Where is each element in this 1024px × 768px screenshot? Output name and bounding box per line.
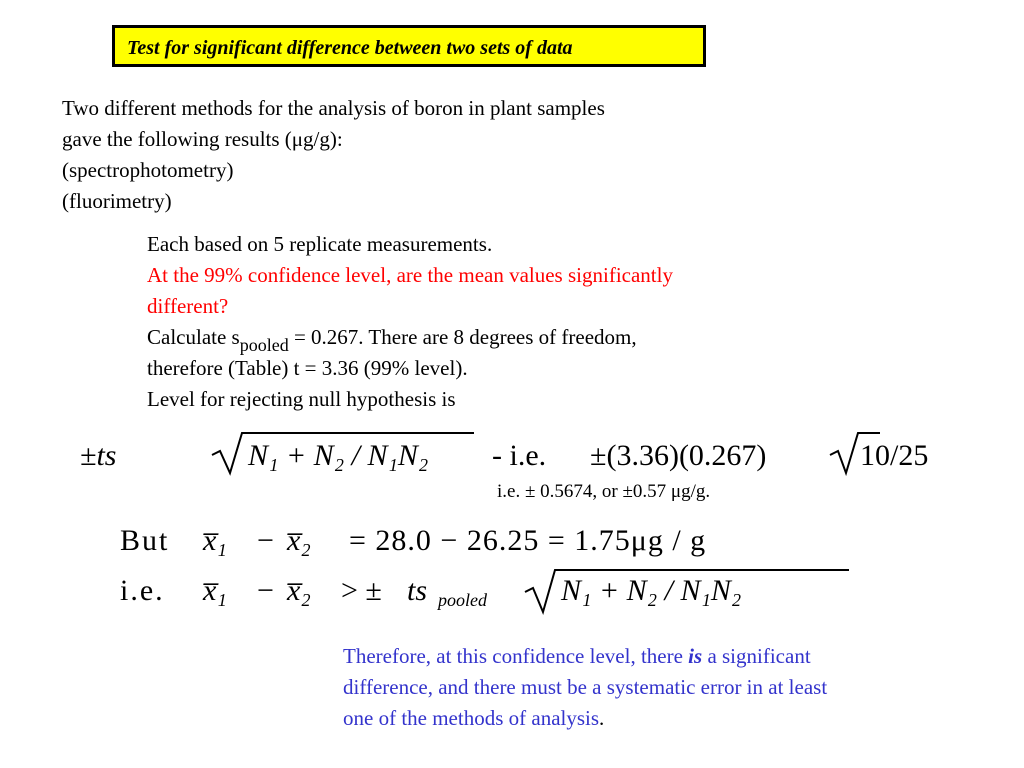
conclusion-line-3-b: . xyxy=(599,706,605,730)
formula-1-ratio: 10/25 xyxy=(860,439,929,472)
reject-line: Level for rejecting null hypothesis is xyxy=(147,387,456,411)
formula-1-radicand: N₁ + N₂ / N₁N₂ xyxy=(248,439,429,472)
formula-3-x2: x̅₂ xyxy=(287,574,311,607)
conclusion-line-2: difference, and there must be a systematic error in at least xyxy=(343,675,828,699)
formula-3-minus: − xyxy=(257,574,274,607)
intro-line-1: Two different methods for the analysis of boron in plant samples xyxy=(62,96,605,120)
question-line-1: At the 99% confidence level, are the mean values significantly xyxy=(147,263,673,287)
intro-line-4: (fluorimetry) xyxy=(62,189,172,213)
slide-title: Test for significant difference between two sets of data xyxy=(127,37,573,59)
replicates-line: Each based on 5 replicate measurements. xyxy=(147,232,493,256)
formula-2-rhs: = 28.0 − 26.25 = 1.75μg / g xyxy=(349,524,707,557)
formula-3-gt: > ± xyxy=(341,574,382,607)
formula-3-svg xyxy=(115,562,875,618)
formula-3-radicand: N₁ + N₂ / N₁N₂ xyxy=(561,574,742,607)
conclusion-line-3-a: one of the methods of analysis xyxy=(343,706,600,730)
formula-2 xyxy=(115,514,875,569)
result-line: i.e. ± 0.5674, or ±0.57 μg/g. xyxy=(497,481,711,502)
table-line: therefore (Table) t = 3.36 (99% level). xyxy=(147,356,468,380)
formula-1-numeric: ±(3.36)(0.267) xyxy=(590,439,767,472)
formula-3-x1: x̅₁ xyxy=(203,574,227,607)
formula-3 xyxy=(115,562,875,623)
formula-1 xyxy=(70,425,929,486)
conclusion-line-3 xyxy=(343,706,604,730)
formula-3-ie: i.e. xyxy=(120,574,165,607)
formula-1-svg xyxy=(70,425,929,481)
formula-1-ie: - i.e. xyxy=(492,439,547,472)
formula-2-x1: x̅₁ xyxy=(203,524,227,557)
formula-2-but: But xyxy=(120,524,170,557)
question-line-2: different? xyxy=(147,294,229,318)
title-box xyxy=(112,25,706,67)
formula-2-svg xyxy=(115,514,875,564)
formula-3-ts: ts xyxy=(407,574,428,607)
intro-line-3: (spectrophotometry) xyxy=(62,158,234,182)
calc-subscript: pooled xyxy=(239,335,289,355)
calc-suffix: = 0.267. There are 8 degrees of freedom, xyxy=(288,325,637,349)
formula-2-x2: x̅₂ xyxy=(287,524,311,557)
calc-prefix: Calculate s xyxy=(147,325,240,349)
conclusion-line-1-b: a significant xyxy=(702,644,811,668)
formula-3-pooled: pooled xyxy=(438,590,487,610)
formula-2-minus: − xyxy=(257,524,274,557)
conclusion-line-1-a: Therefore, at this confidence level, there xyxy=(343,644,689,668)
conclusion-emphasis: is xyxy=(688,644,703,668)
calc-line xyxy=(147,325,637,355)
formula-1-pm-ts: ±ts xyxy=(80,439,117,472)
intro-line-2: gave the following results (μg/g): xyxy=(62,127,343,151)
conclusion-line-1 xyxy=(343,644,811,668)
